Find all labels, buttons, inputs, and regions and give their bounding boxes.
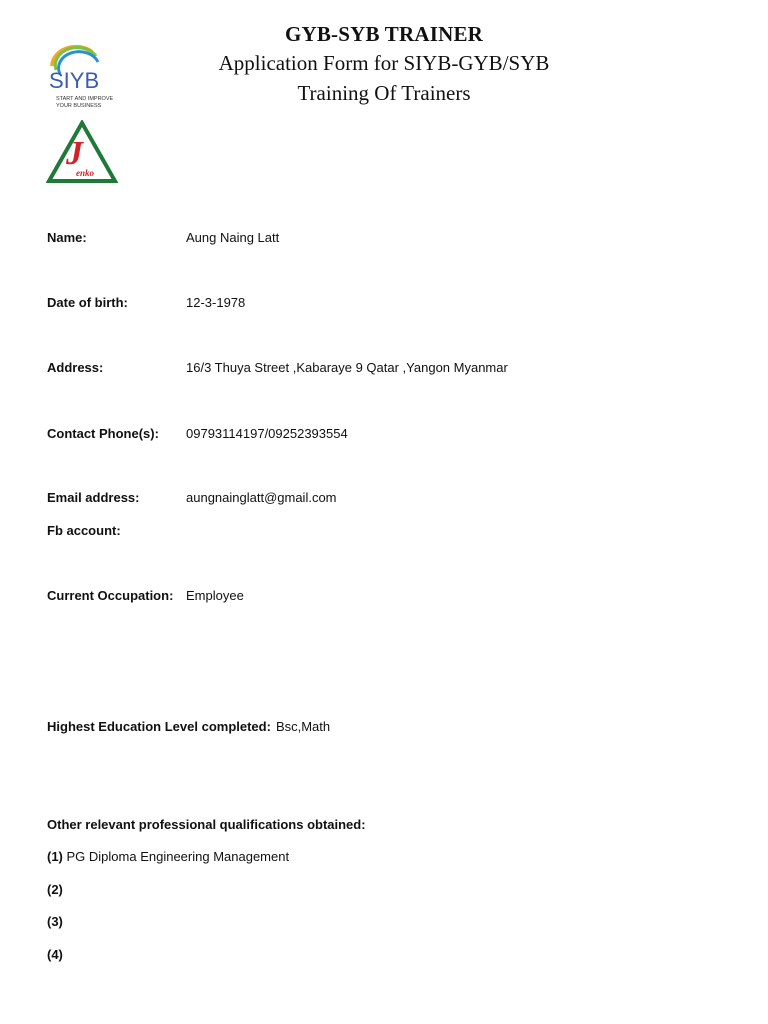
qualification-number: (4): [47, 947, 63, 962]
qualification-item: [47, 849, 289, 865]
siyb-logo-text: SIYB: [49, 68, 100, 93]
address-label: Address:: [47, 360, 104, 375]
address-value: 16/3 Thuya Street ,Kabaraye 9 Qatar ,Yangon Myanmar: [186, 360, 508, 375]
qualification-number: (2): [47, 882, 63, 897]
document-subtitle-line-2: Training Of Trainers: [297, 81, 471, 105]
field-highest-education: [47, 719, 330, 735]
document-subtitle-line-1: Application Form for SIYB-GYB/SYB: [218, 51, 550, 75]
name-label: Name:: [47, 230, 87, 245]
email-value: aungnainglatt@gmail.com: [186, 490, 337, 505]
phone-value: 09793114197/09252393554: [186, 426, 348, 441]
qualification-item: [47, 947, 63, 963]
dob-label: Date of birth:: [47, 295, 128, 310]
dob-value: 12-3-1978: [186, 295, 246, 310]
qualifications-label: Other relevant professional qualifications obtained:: [47, 817, 366, 832]
qualification-number: (3): [47, 914, 63, 929]
fb-label: Fb account:: [47, 523, 121, 538]
qualification-item: [47, 882, 63, 898]
qualification-item: [47, 914, 63, 930]
enko-logo-letter: J: [66, 135, 83, 172]
phone-label: Contact Phone(s):: [47, 426, 159, 441]
document-title: GYB-SYB TRAINER: [284, 22, 484, 46]
education-value: Bsc,Math: [275, 719, 331, 734]
siyb-tagline-2: YOUR BUSINESS: [56, 103, 102, 109]
name-value: Aung Naing Latt: [186, 230, 280, 245]
qualifications-heading: [47, 817, 366, 833]
enko-logo: [46, 120, 118, 184]
education-label: Highest Education Level completed:: [47, 719, 271, 734]
enko-logo-text: enko: [76, 168, 94, 178]
siyb-tagline-1: START AND IMPROVE: [56, 96, 114, 102]
email-label: Email address:: [47, 490, 140, 505]
siyb-logo: [46, 44, 120, 112]
qualification-text: PG Diploma Engineering Management: [66, 849, 290, 864]
occupation-label: Current Occupation:: [47, 588, 174, 603]
occupation-value: Employee: [186, 588, 244, 603]
qualification-number: (1): [47, 849, 63, 864]
